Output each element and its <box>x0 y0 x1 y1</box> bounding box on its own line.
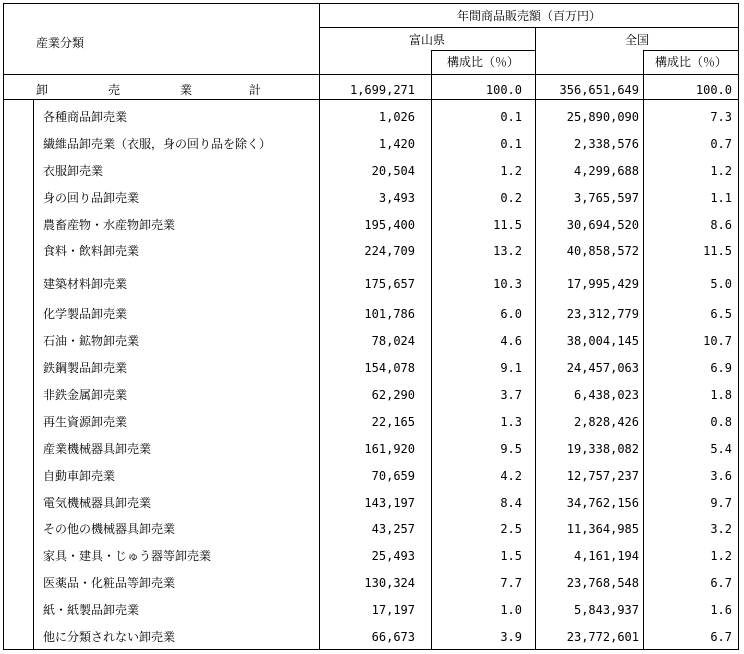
row-national-value: 23,312,779 <box>566 307 639 321</box>
row-label: 再生資源卸売業 <box>43 415 128 429</box>
header-ratio-national: 構成比（％） <box>654 55 727 69</box>
row-national-value: 23,772,601 <box>566 630 639 644</box>
row-national-ratio: 9.7 <box>710 496 732 510</box>
row-label: 繊維品卸売業（衣服，身の回り品を除く） <box>43 137 272 151</box>
row-toyama-value: 20,504 <box>371 164 415 178</box>
row-toyama-value: 62,290 <box>371 388 415 402</box>
row-toyama-value: 224,709 <box>364 244 415 258</box>
row-label: 化学製品卸売業 <box>43 307 128 321</box>
row-national-value: 3,765,597 <box>573 191 639 205</box>
row-national-value: 23,768,548 <box>566 576 639 590</box>
row-national-ratio: 1.8 <box>710 388 732 402</box>
row-label: 食料・飲料卸売業 <box>43 244 140 258</box>
header-annual-sales: 年間商品販売額（百万円） <box>456 9 601 23</box>
row-toyama-ratio: 1.2 <box>500 164 522 178</box>
row-toyama-ratio: 4.6 <box>500 334 522 348</box>
row-national-value: 6,438,023 <box>573 388 639 402</box>
row-national-value: 2,338,576 <box>573 137 639 151</box>
total-label-char-2: 売 <box>108 83 121 97</box>
header-toyama: 富山県 <box>408 33 445 47</box>
row-toyama-value: 154,078 <box>364 361 415 375</box>
row-toyama-value: 22,165 <box>371 415 415 429</box>
row-national-value: 38,004,145 <box>566 334 639 348</box>
row-national-value: 17,995,429 <box>566 277 639 291</box>
row-toyama-ratio: 3.9 <box>500 630 522 644</box>
row-toyama-value: 175,657 <box>364 277 415 291</box>
row-toyama-ratio: 9.1 <box>500 361 522 375</box>
row-toyama-ratio: 0.1 <box>500 137 522 151</box>
row-label: 建築材料卸売業 <box>43 277 128 291</box>
row-toyama-ratio: 13.2 <box>493 244 522 258</box>
total-toyama-value: 1,699,271 <box>349 83 415 97</box>
row-toyama-ratio: 4.2 <box>500 469 522 483</box>
row-toyama-ratio: 1.5 <box>500 549 522 563</box>
row-toyama-ratio: 8.4 <box>500 496 522 510</box>
total-label-char-3: 業 <box>180 83 193 97</box>
row-label: 医薬品・化粧品等卸売業 <box>43 576 176 590</box>
row-toyama-value: 17,197 <box>371 603 415 617</box>
row-toyama-ratio: 0.1 <box>500 110 522 124</box>
row-label: 紙・紙製品卸売業 <box>43 603 140 617</box>
row-toyama-ratio: 1.0 <box>500 603 522 617</box>
row-toyama-ratio: 7.7 <box>500 576 522 590</box>
row-national-ratio: 1.1 <box>710 191 732 205</box>
row-national-ratio: 3.6 <box>710 469 732 483</box>
row-label: 衣服卸売業 <box>43 164 104 178</box>
row-toyama-ratio: 1.3 <box>500 415 522 429</box>
row-toyama-value: 195,400 <box>364 218 415 232</box>
row-toyama-ratio: 2.5 <box>500 522 522 536</box>
total-toyama-ratio: 100.0 <box>485 83 522 97</box>
row-national-value: 19,338,082 <box>566 442 639 456</box>
row-label: 産業機械器具卸売業 <box>43 442 152 456</box>
row-label: 他に分類されない卸売業 <box>43 630 176 644</box>
row-national-ratio: 1.6 <box>710 603 732 617</box>
row-national-ratio: 8.6 <box>710 218 732 232</box>
header-national: 全国 <box>624 33 649 47</box>
row-label: 電気機械器具卸売業 <box>43 496 152 510</box>
row-national-value: 2,828,426 <box>573 415 639 429</box>
row-label: 自動車卸売業 <box>43 469 116 483</box>
row-label: 各種商品卸売業 <box>43 110 128 124</box>
row-national-value: 34,762,156 <box>566 496 639 510</box>
row-toyama-value: 66,673 <box>371 630 415 644</box>
total-label-char-1: 卸 <box>36 83 49 97</box>
total-national-ratio: 100.0 <box>695 83 732 97</box>
row-toyama-value: 70,659 <box>371 469 415 483</box>
header-ratio-toyama: 構成比（％） <box>446 55 519 69</box>
row-national-ratio: 5.0 <box>710 277 732 291</box>
row-toyama-value: 161,920 <box>364 442 415 456</box>
row-indent-rule <box>33 99 34 650</box>
row-toyama-ratio: 3.7 <box>500 388 522 402</box>
header-rule-top <box>319 27 739 28</box>
row-national-ratio: 3.2 <box>710 522 732 536</box>
row-toyama-ratio: 0.2 <box>500 191 522 205</box>
row-national-ratio: 7.3 <box>710 110 732 124</box>
row-national-value: 24,457,063 <box>566 361 639 375</box>
total-rule <box>3 99 739 100</box>
row-national-ratio: 1.2 <box>710 164 732 178</box>
row-national-ratio: 6.7 <box>710 630 732 644</box>
row-national-value: 25,890,090 <box>566 110 639 124</box>
row-toyama-ratio: 10.3 <box>493 277 522 291</box>
row-national-ratio: 1.2 <box>710 549 732 563</box>
row-national-ratio: 11.5 <box>703 244 732 258</box>
row-label: 石油・鉱物卸売業 <box>43 334 140 348</box>
header-rule-bottom <box>3 74 739 75</box>
row-national-ratio: 0.8 <box>710 415 732 429</box>
row-national-value: 40,858,572 <box>566 244 639 258</box>
row-national-value: 12,757,237 <box>566 469 639 483</box>
total-label-char-4: 計 <box>249 83 262 97</box>
row-national-value: 4,161,194 <box>573 549 639 563</box>
row-national-ratio: 0.7 <box>710 137 732 151</box>
row-toyama-value: 101,786 <box>364 307 415 321</box>
row-toyama-value: 143,197 <box>364 496 415 510</box>
row-national-ratio: 6.5 <box>710 307 732 321</box>
row-label: 身の回り品卸売業 <box>43 191 140 205</box>
row-toyama-ratio: 6.0 <box>500 307 522 321</box>
row-national-value: 30,694,520 <box>566 218 639 232</box>
row-national-ratio: 6.7 <box>710 576 732 590</box>
row-label: 非鉄金属卸売業 <box>43 388 128 402</box>
header-rule-mid <box>431 50 535 51</box>
row-toyama-ratio: 11.5 <box>493 218 522 232</box>
header-rule-mid-2 <box>643 50 739 51</box>
row-national-value: 11,364,985 <box>566 522 639 536</box>
total-national-value: 356,651,649 <box>559 83 639 97</box>
row-toyama-value: 25,493 <box>371 549 415 563</box>
row-label: その他の機械器具卸売業 <box>43 522 176 536</box>
row-label: 鉄鋼製品卸売業 <box>43 361 128 375</box>
row-national-ratio: 5.4 <box>710 442 732 456</box>
row-national-ratio: 6.9 <box>710 361 732 375</box>
row-national-ratio: 10.7 <box>703 334 732 348</box>
row-toyama-value: 43,257 <box>371 522 415 536</box>
row-toyama-value: 130,324 <box>364 576 415 590</box>
row-toyama-value: 3,493 <box>378 191 415 205</box>
row-national-value: 4,299,688 <box>573 164 639 178</box>
row-label: 家具・建具・じゅう器等卸売業 <box>43 549 212 563</box>
row-national-value: 5,843,937 <box>573 603 639 617</box>
row-toyama-value: 78,024 <box>371 334 415 348</box>
header-category: 産業分類 <box>36 36 85 50</box>
row-toyama-value: 1,026 <box>378 110 415 124</box>
row-label: 農畜産物・水産物卸売業 <box>43 218 176 232</box>
row-toyama-value: 1,420 <box>378 137 415 151</box>
row-toyama-ratio: 9.5 <box>500 442 522 456</box>
